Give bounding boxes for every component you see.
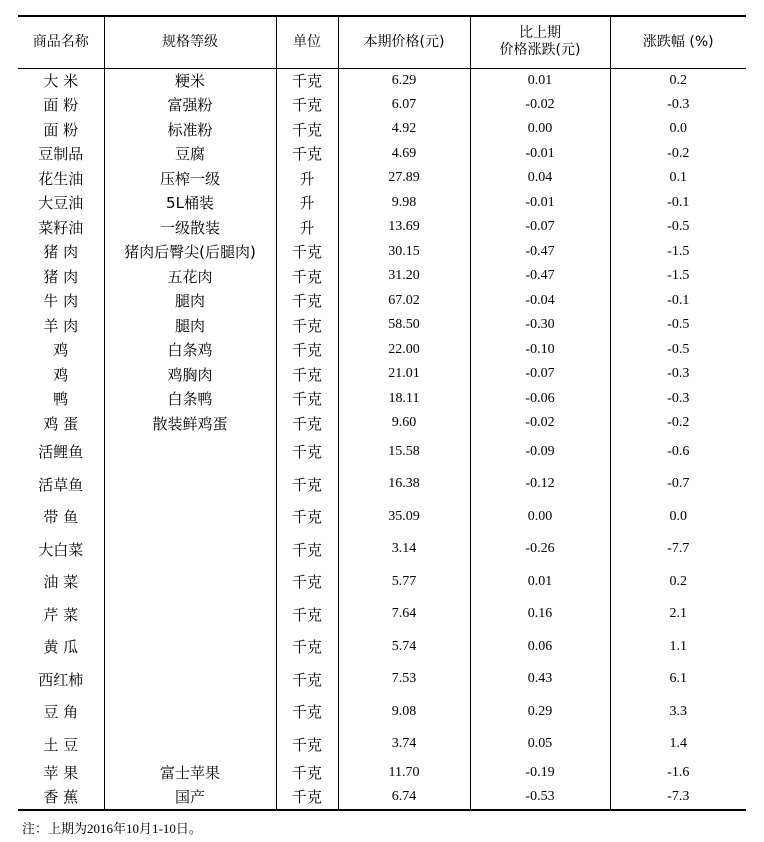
table-row: [18, 436, 746, 469]
cell-spec: [104, 598, 276, 631]
cell-change: -0.07: [470, 215, 610, 240]
cell-name: 牛 肉: [43, 292, 79, 311]
cell-price: 13.69: [338, 215, 470, 240]
cell-pct: -0.1: [610, 191, 746, 216]
cell-change: 0.16: [470, 598, 610, 631]
cell-change: -0.10: [470, 338, 610, 363]
cell-spec: [104, 501, 276, 534]
cell-spec: [104, 468, 276, 501]
cell-price: 11.70: [338, 761, 470, 786]
table-row: [18, 68, 746, 93]
cell-change: -0.53: [470, 785, 610, 810]
header-price: 本期价格(元): [338, 16, 470, 68]
table-header: [18, 16, 746, 68]
cell-name: 菜籽油: [38, 218, 84, 237]
cell-pct: -0.1: [610, 289, 746, 314]
cell-unit: 千克: [276, 468, 338, 501]
table-row: [18, 264, 746, 289]
cell-name: 西红柿: [38, 670, 84, 689]
table-row: [18, 313, 746, 338]
note-suffix: 日。: [175, 822, 202, 837]
cell-pct: 2.1: [610, 598, 746, 631]
table-row: [18, 468, 746, 501]
cell-change: -0.01: [470, 142, 610, 167]
cell-price: 4.69: [338, 142, 470, 167]
cell-price: 5.74: [338, 631, 470, 664]
cell-unit: 千克: [276, 338, 338, 363]
cell-name: 鸡: [53, 341, 69, 360]
cell-unit: 千克: [276, 387, 338, 412]
note-month: 10: [126, 821, 140, 836]
cell-change: 0.29: [470, 696, 610, 729]
cell-name: 活鲤鱼: [38, 443, 84, 462]
cell-price: 35.09: [338, 501, 470, 534]
cell-unit: 千克: [276, 566, 338, 599]
cell-price: 31.20: [338, 264, 470, 289]
cell-unit: 千克: [276, 785, 338, 810]
cell-name: 油 菜: [43, 573, 79, 592]
cell-unit: 千克: [276, 696, 338, 729]
cell-pct: -1.5: [610, 240, 746, 265]
table-row: [18, 215, 746, 240]
cell-pct: 1.4: [610, 728, 746, 761]
note-days: 1-10: [152, 821, 176, 836]
cell-unit: 千克: [276, 533, 338, 566]
cell-unit: 千克: [276, 501, 338, 534]
cell-spec: 腿肉: [104, 289, 276, 314]
cell-price: 15.58: [338, 436, 470, 469]
cell-unit: 千克: [276, 289, 338, 314]
cell-pct: -7.7: [610, 533, 746, 566]
cell-change: -0.19: [470, 761, 610, 786]
cell-change: -0.26: [470, 533, 610, 566]
cell-unit: 千克: [276, 728, 338, 761]
cell-pct: 6.1: [610, 663, 746, 696]
cell-change: 0.01: [470, 566, 610, 599]
note-prefix: 注：上期为: [22, 822, 88, 837]
cell-spec: [104, 566, 276, 599]
table-row: [18, 696, 746, 729]
cell-name: 大 米: [43, 72, 79, 90]
table-row: [18, 785, 746, 810]
cell-spec: 猪肉后臀尖(后腿肉): [104, 240, 276, 265]
cell-name: 大白菜: [38, 540, 84, 559]
table-row: [18, 117, 746, 142]
cell-name: 鸡 蛋: [43, 414, 79, 433]
cell-name: 豆制品: [38, 145, 84, 164]
table-row: [18, 663, 746, 696]
cell-price: 27.89: [338, 166, 470, 191]
cell-change: 0.06: [470, 631, 610, 664]
header-change: [470, 16, 610, 68]
cell-pct: -0.3: [610, 387, 746, 412]
cell-unit: 千克: [276, 93, 338, 118]
cell-price: 21.01: [338, 362, 470, 387]
cell-price: 3.14: [338, 533, 470, 566]
cell-name: 芹 菜: [43, 605, 79, 624]
note-mid: 年: [113, 822, 127, 837]
table-row: [18, 93, 746, 118]
cell-unit: 千克: [276, 436, 338, 469]
cell-unit: 千克: [276, 631, 338, 664]
cell-unit: 升: [276, 191, 338, 216]
cell-pct: 0.1: [610, 166, 746, 191]
cell-change: 0.00: [470, 501, 610, 534]
header-change-line1: 比上期: [519, 25, 561, 42]
cell-pct: -0.5: [610, 338, 746, 363]
cell-name: 猪 肉: [43, 243, 79, 262]
cell-price: 9.08: [338, 696, 470, 729]
cell-pct: 3.3: [610, 696, 746, 729]
cell-change: -0.12: [470, 468, 610, 501]
cell-pct: -0.3: [610, 93, 746, 118]
cell-pct: -0.5: [610, 215, 746, 240]
table-row: [18, 362, 746, 387]
cell-unit: 千克: [276, 142, 338, 167]
cell-unit: 千克: [276, 117, 338, 142]
note-mid2: 月: [139, 822, 153, 837]
table-row: [18, 566, 746, 599]
cell-pct: -1.6: [610, 761, 746, 786]
cell-spec: 豆腐: [104, 142, 276, 167]
cell-change: 0.04: [470, 166, 610, 191]
cell-unit: 升: [276, 166, 338, 191]
cell-spec: 富强粉: [104, 93, 276, 118]
cell-spec: 五花肉: [104, 264, 276, 289]
cell-spec: 国产: [104, 785, 276, 810]
table-row: [18, 387, 746, 412]
header-spec: 规格等级: [104, 16, 276, 68]
note-year: 2016: [87, 821, 114, 836]
header-pct: 涨跌幅 (%): [610, 16, 746, 68]
cell-spec: 标准粉: [104, 117, 276, 142]
table-row: [18, 761, 746, 786]
cell-spec: 富士苹果: [104, 761, 276, 786]
header-change-line2: 价格涨跌(元): [499, 42, 581, 59]
cell-unit: 升: [276, 215, 338, 240]
cell-pct: -0.7: [610, 468, 746, 501]
cell-spec: 压榨一级: [104, 166, 276, 191]
cell-price: 67.02: [338, 289, 470, 314]
cell-price: 4.92: [338, 117, 470, 142]
cell-price: 16.38: [338, 468, 470, 501]
cell-change: -0.30: [470, 313, 610, 338]
cell-spec: 一级散装: [104, 215, 276, 240]
table-row: [18, 631, 746, 664]
cell-change: -0.01: [470, 191, 610, 216]
cell-name: 花生油: [38, 169, 84, 188]
cell-pct: 0.0: [610, 117, 746, 142]
cell-spec: 散装鲜鸡蛋: [104, 411, 276, 436]
cell-change: -0.04: [470, 289, 610, 314]
cell-pct: -7.3: [610, 785, 746, 810]
cell-pct: 0.0: [610, 501, 746, 534]
cell-change: -0.47: [470, 240, 610, 265]
cell-spec: [104, 728, 276, 761]
cell-change: 0.01: [470, 68, 610, 93]
footnote: [22, 818, 202, 837]
cell-change: -0.02: [470, 411, 610, 436]
cell-unit: 千克: [276, 362, 338, 387]
cell-unit: 千克: [276, 411, 338, 436]
cell-pct: 1.1: [610, 631, 746, 664]
cell-spec: 5L桶装: [104, 191, 276, 216]
cell-spec: [104, 631, 276, 664]
cell-spec: 粳米: [104, 68, 276, 93]
table-row: [18, 338, 746, 363]
cell-name: 羊 肉: [43, 316, 79, 335]
cell-price: 9.60: [338, 411, 470, 436]
cell-name: 黄 瓜: [43, 638, 79, 657]
table-body: [18, 68, 746, 810]
cell-pct: -0.6: [610, 436, 746, 469]
cell-unit: 千克: [276, 598, 338, 631]
cell-spec: 白条鸭: [104, 387, 276, 412]
cell-unit: 千克: [276, 313, 338, 338]
cell-spec: [104, 533, 276, 566]
cell-name: 土 豆: [43, 735, 79, 754]
cell-pct: -0.2: [610, 142, 746, 167]
cell-change: 0.43: [470, 663, 610, 696]
table-row: [18, 289, 746, 314]
cell-name: 鸭: [53, 390, 69, 409]
price-table: [18, 15, 746, 811]
cell-price: 58.50: [338, 313, 470, 338]
cell-name: 香 蕉: [43, 788, 79, 807]
cell-change: -0.07: [470, 362, 610, 387]
cell-name: 面 粉: [43, 96, 79, 115]
cell-pct: 0.2: [610, 566, 746, 599]
cell-spec: 白条鸡: [104, 338, 276, 363]
cell-price: 6.07: [338, 93, 470, 118]
cell-price: 30.15: [338, 240, 470, 265]
cell-name: 苹 果: [43, 764, 79, 783]
header-name: 商品名称: [32, 33, 89, 50]
cell-change: 0.05: [470, 728, 610, 761]
cell-spec: [104, 436, 276, 469]
cell-price: 22.00: [338, 338, 470, 363]
table-row: [18, 501, 746, 534]
cell-unit: 千克: [276, 264, 338, 289]
cell-name: 大豆油: [38, 194, 84, 213]
cell-name: 豆 角: [43, 703, 79, 722]
header-unit: 单位: [276, 16, 338, 68]
cell-unit: 千克: [276, 240, 338, 265]
cell-spec: [104, 663, 276, 696]
cell-price: 6.29: [338, 68, 470, 93]
table-row: [18, 142, 746, 167]
cell-pct: -1.5: [610, 264, 746, 289]
cell-change: -0.06: [470, 387, 610, 412]
cell-name: 带 鱼: [43, 508, 79, 527]
cell-spec: [104, 696, 276, 729]
cell-name: 活草鱼: [38, 475, 84, 494]
cell-name: 面 粉: [43, 120, 79, 139]
cell-unit: 千克: [276, 663, 338, 696]
table-row: [18, 240, 746, 265]
cell-unit: 千克: [276, 68, 338, 93]
cell-change: -0.09: [470, 436, 610, 469]
table-row: [18, 533, 746, 566]
cell-unit: 千克: [276, 761, 338, 786]
table-row: [18, 166, 746, 191]
table-row: [18, 728, 746, 761]
cell-price: 9.98: [338, 191, 470, 216]
cell-spec: 鸡胸肉: [104, 362, 276, 387]
cell-change: -0.02: [470, 93, 610, 118]
table-row: [18, 411, 746, 436]
cell-change: -0.47: [470, 264, 610, 289]
cell-pct: -0.3: [610, 362, 746, 387]
cell-price: 18.11: [338, 387, 470, 412]
table-row: [18, 191, 746, 216]
cell-price: 7.53: [338, 663, 470, 696]
cell-pct: -0.2: [610, 411, 746, 436]
cell-pct: -0.5: [610, 313, 746, 338]
cell-name: 鸡: [53, 365, 69, 384]
cell-price: 3.74: [338, 728, 470, 761]
cell-spec: 腿肉: [104, 313, 276, 338]
cell-price: 7.64: [338, 598, 470, 631]
cell-price: 6.74: [338, 785, 470, 810]
cell-price: 5.77: [338, 566, 470, 599]
cell-change: 0.00: [470, 117, 610, 142]
cell-name: 猪 肉: [43, 267, 79, 286]
table-row: [18, 598, 746, 631]
cell-pct: 0.2: [610, 68, 746, 93]
